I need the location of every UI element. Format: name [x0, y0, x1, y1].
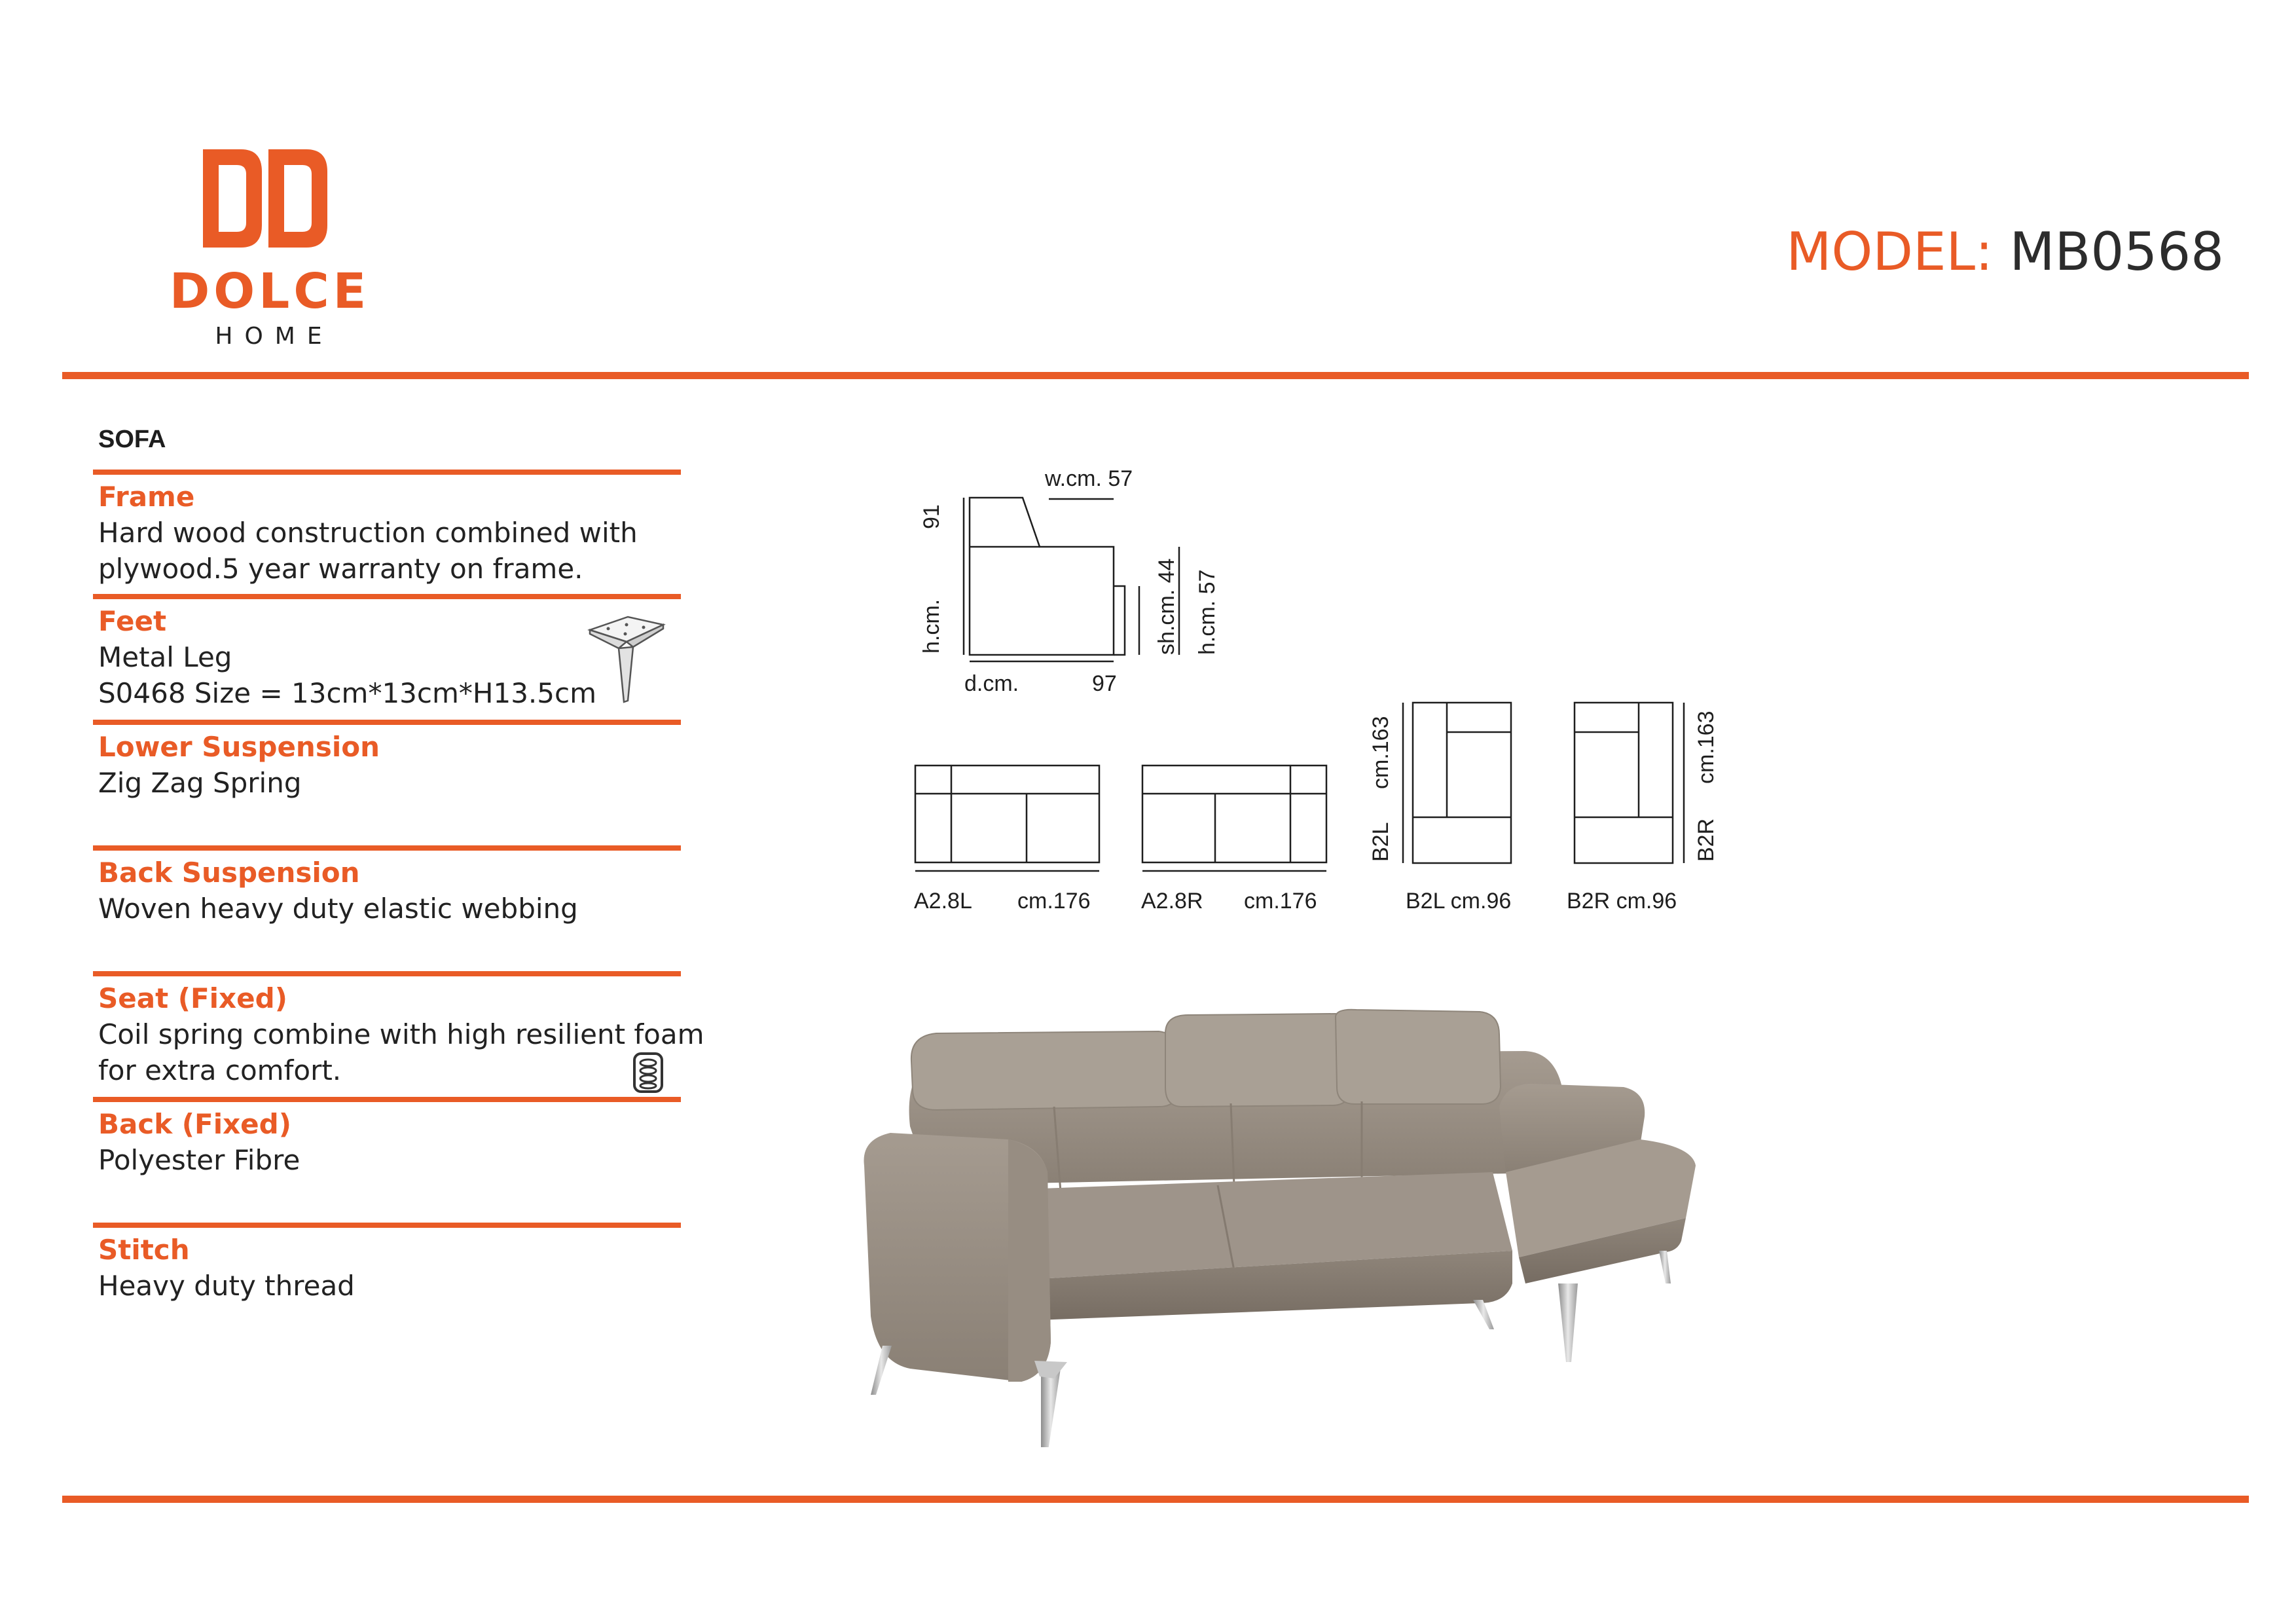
module-caption: B2L cm.96 [1406, 889, 1512, 913]
spec-heading: Back Suspension [98, 857, 360, 889]
spec-text: Hard wood construction combined with [98, 517, 638, 549]
spec-text: Polyester Fibre [98, 1144, 301, 1176]
spec-divider [93, 720, 681, 725]
depth-label: d.cm. [964, 671, 1019, 696]
model-label: MODEL: [1786, 221, 1994, 282]
height-value: 91 [919, 504, 944, 529]
model-title [1786, 221, 2224, 282]
brand-logo [145, 149, 394, 359]
seat-height-label: sh.cm. 44 [1154, 558, 1179, 655]
spec-heading: Frame [98, 481, 195, 513]
spec-divider [93, 845, 681, 851]
spec-text: plywood.5 year warranty on frame. [98, 553, 583, 585]
coil-spring-icon [632, 1051, 665, 1094]
module-b2l-outline [1403, 703, 1511, 863]
spec-divider [93, 1223, 681, 1228]
header-divider [62, 372, 2249, 379]
spec-text: for extra comfort. [98, 1054, 342, 1086]
brand-name: DOLCE [169, 263, 371, 320]
spec-seat [98, 981, 704, 1088]
spec-divider [93, 594, 681, 599]
module-code: B2L [1368, 822, 1393, 862]
module-code: A2.8L [914, 889, 972, 913]
spec-text: Metal Leg [98, 641, 232, 673]
height-label: h.cm. [919, 599, 944, 654]
footer-divider [62, 1496, 2249, 1503]
spec-back-suspension [98, 855, 687, 927]
module-code: B2R [1694, 818, 1719, 862]
module-size: cm.163 [1694, 710, 1719, 784]
metal-leg-icon [586, 616, 668, 707]
spec-frame [98, 479, 687, 587]
module-size: cm.163 [1368, 716, 1393, 789]
depth-value: 97 [1092, 671, 1117, 696]
module-b2r-outline [1575, 703, 1684, 863]
spec-text: Zig Zag Spring [98, 767, 302, 799]
spec-back [98, 1107, 687, 1178]
module-caption: B2R cm.96 [1567, 889, 1677, 913]
spec-divider [93, 1097, 681, 1102]
module-size: cm.176 [1017, 889, 1091, 913]
spec-title: SOFA [98, 426, 166, 453]
width-label: w.cm. 57 [1045, 466, 1133, 491]
spec-heading: Feet [98, 605, 167, 637]
spec-divider [93, 971, 681, 976]
module-size: cm.176 [1244, 889, 1317, 913]
model-code: MB0568 [2009, 221, 2224, 282]
spec-heading: Seat (Fixed) [98, 982, 287, 1014]
module-a28r-outline [1142, 766, 1326, 871]
spec-lower-suspension [98, 729, 687, 801]
spec-divider [93, 470, 681, 475]
brand-subtitle: HOME [215, 323, 334, 350]
spec-heading: Stitch [98, 1234, 190, 1266]
module-a28l-outline [915, 766, 1099, 871]
arm-height-label: h.cm. 57 [1195, 569, 1220, 655]
spec-text: Coil spring combine with high resilient foam [98, 1018, 704, 1050]
spec-stitch [98, 1232, 687, 1304]
spec-text: Woven heavy duty elastic webbing [98, 893, 578, 925]
spec-heading: Lower Suspension [98, 731, 380, 763]
sofa-photo [851, 976, 1820, 1447]
spec-text: Heavy duty thread [98, 1270, 355, 1302]
module-code: A2.8R [1141, 889, 1203, 913]
side-profile-outline [964, 498, 1179, 661]
spec-text: S0468 Size = 13cm*13cm*H13.5cm [98, 677, 597, 709]
spec-heading: Back (Fixed) [98, 1108, 291, 1140]
dd-logo-icon [203, 149, 327, 248]
